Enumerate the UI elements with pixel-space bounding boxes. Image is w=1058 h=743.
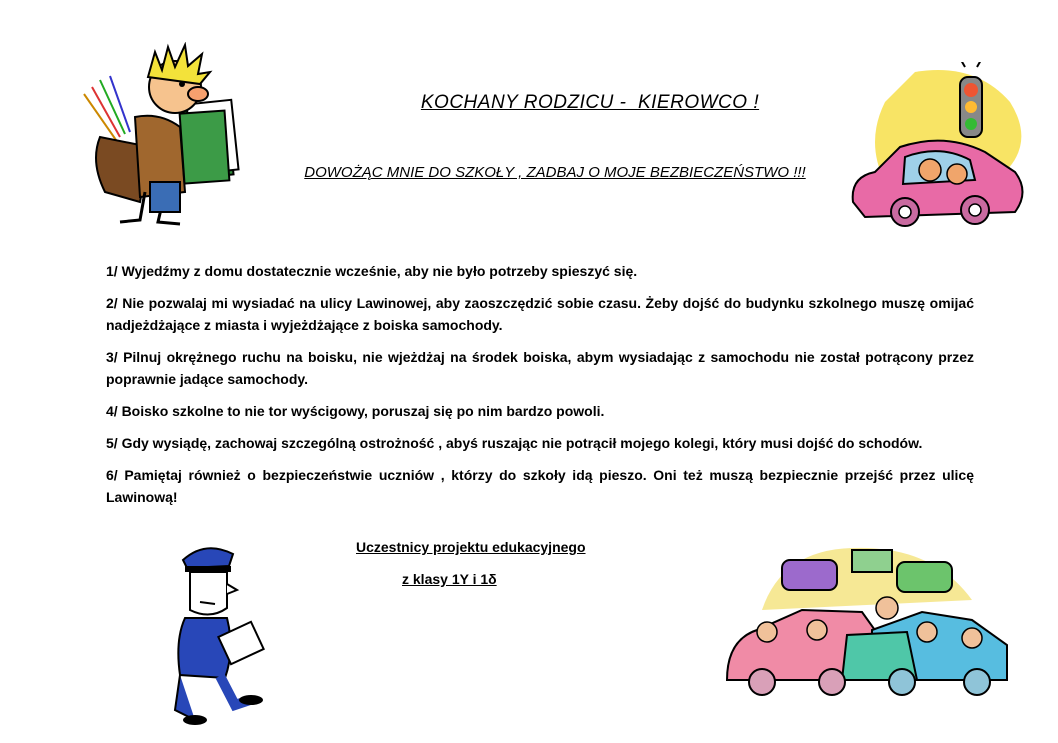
- rule-6: 6/ Pamiętaj również o bezpieczeństwie uczniów , którzy do szkoły idą pieszo. Oni też muszą bezpiecznie przejść przez ulicę Lawinową!: [106, 467, 974, 505]
- traffic-jam-cars-icon: [722, 540, 1012, 700]
- rules-list: [106, 260, 974, 518]
- policeman-with-notepad-icon: [165, 540, 275, 730]
- credits-line-1: Uczestnicy projektu edukacyjnego: [356, 539, 586, 555]
- page-title: KOCHANY RODZICU - KIEROWCO !: [420, 92, 760, 113]
- rule-1: 1/ Wyjedźmy z domu dostatecznie wcześnie, aby nie było potrzeby spieszyć się.: [106, 263, 638, 279]
- rule-4: 4/ Boisko szkolne to nie tor wyścigowy, poruszaj się po nim bardzo powoli.: [106, 403, 605, 419]
- rule-2: 2/ Nie pozwalaj mi wysiadać na ulicy Lawinowej, aby zaoszczędzić sobie czasu. Żeby dojść do budynku szkolnego muszę omijać nadjeżdżające z miasta i wyjeżdżające z boiska samochody.: [106, 295, 974, 333]
- page-subtitle: DOWOŻĄC MNIE DO SZKOŁY , ZADBAJ O MOJE BEZBIECZEŃSTWO !!!: [304, 164, 806, 181]
- credits-line-2: z klasy 1Y i 1δ: [402, 571, 497, 587]
- rule-3: 3/ Pilnuj okrężnego ruchu na boisku, nie wjeżdżaj na środek boiska, abym wysiadając z samochodu nie został potrącony przez poprawnie jadące samochody.: [106, 349, 974, 387]
- schoolboy-with-books-icon: [70, 42, 240, 232]
- pink-car-with-traffic-light-icon: [845, 62, 1040, 232]
- rule-5: 5/ Gdy wysiądę, zachowaj szczególną ostrożność , abyś ruszając nie potrącił mojego kolegi, który musi dojść do schodów.: [106, 435, 923, 451]
